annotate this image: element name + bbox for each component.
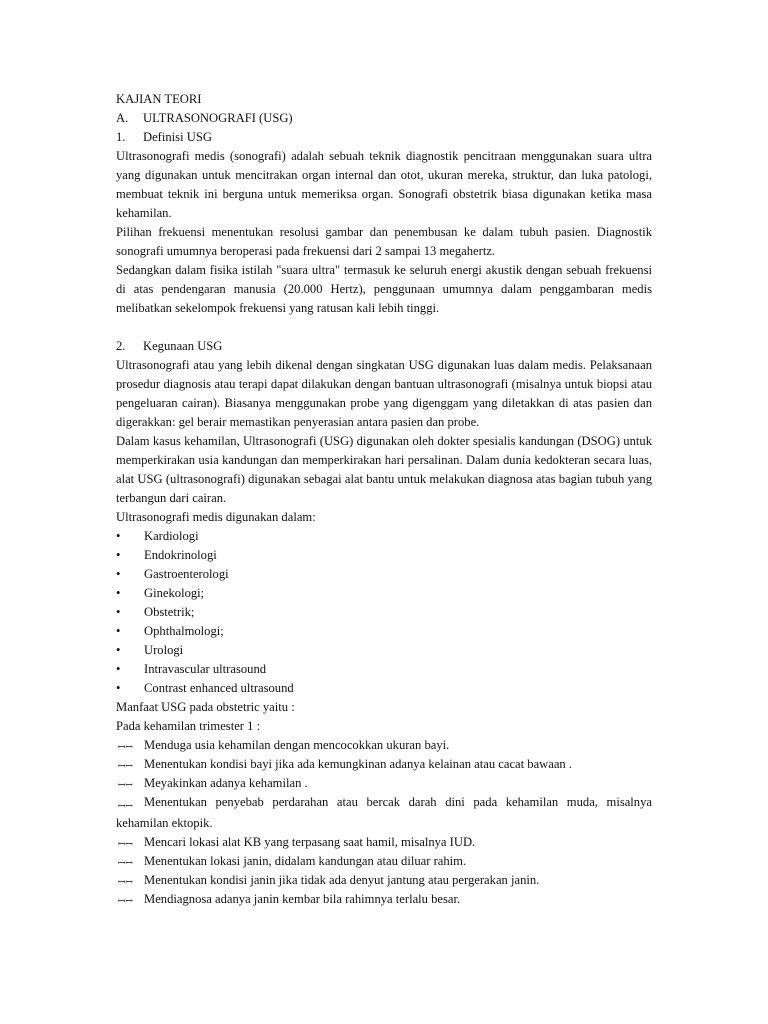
list-item: • Contrast enhanced ultrasound: [116, 679, 652, 698]
document-title: KAJIAN TEORI: [116, 92, 202, 106]
marker-icon: ꟷꟷ: [118, 878, 133, 888]
paragraph: Ultrasonografi medis (sonografi) adalah sebuah teknik diagnostik pencitraan menggunakan suara ultra yang digunakan untuk mencitrakan organ internal dan otot, ukuran mereka, struktur, dan luka patologi, membuat teknik ini berguna untuk memeriksa organ. Sonografi obstetrik biasa digunakan ketika masa kehamilan.: [116, 149, 652, 220]
list-item: • Obstetrik;: [116, 603, 652, 622]
section-a-title: ULTRASONOGRAFI (USG): [143, 111, 293, 125]
bullet-icon: •: [116, 643, 121, 657]
list-item: • Intravascular ultrasound: [116, 660, 652, 679]
trimester-intro: Pada kehamilan trimester 1 :: [116, 719, 261, 733]
subsection-2-title: Kegunaan USG: [143, 339, 223, 353]
usage-text: [116, 356, 652, 508]
bullet-icon: •: [116, 662, 121, 676]
spacer: [116, 318, 652, 337]
subsection-1-title: Definisi USG: [143, 130, 212, 144]
subsection-1-marker: 1.: [116, 130, 126, 144]
bullet-icon: •: [116, 681, 121, 695]
paragraph: Dalam kasus kehamilan, Ultrasonografi (USG) digunakan oleh dokter spesialis kandungan (DSOG) untuk memperkirakan usia kandungan dan memperkirakan hari persalinan. Dalam dunia kedokteran secara luas, alat USG (ultrasonografi) digunakan sebagai alat bantu untuk melakukan diagnosa atas bagian tubuh yang terbangun dari cairan.: [116, 434, 652, 505]
list-item: • Ophthalmologi;: [116, 622, 652, 641]
list-item: ꟷꟷ Menentukan kondisi janin jika tidak ada denyut jantung atau pergerakan janin.: [116, 871, 652, 890]
subsection-2-marker: 2.: [116, 339, 126, 353]
list-item: • Kardiologi: [116, 527, 652, 546]
marker-icon: ꟷꟷ: [118, 897, 133, 907]
list-item: ꟷꟷ Menduga usia kehamilan dengan mencocokkan ukuran bayi.: [116, 736, 652, 755]
marker-icon: ꟷꟷ: [118, 840, 133, 850]
list-item: • Urologi: [116, 641, 652, 660]
marker-icon: ꟷꟷ: [118, 762, 133, 772]
list-item: ꟷꟷ Meyakinkan adanya kehamilan .: [116, 774, 652, 793]
uses-list-intro: Ultrasonografi medis digunakan dalam:: [116, 510, 316, 524]
list-item: ꟷꟷ Mendiagnosa adanya janin kembar bila rahimnya terlalu besar.: [116, 890, 652, 909]
bullet-icon: •: [116, 529, 121, 543]
benefit-list: [116, 736, 652, 909]
paragraph: Pilihan frekuensi menentukan resolusi gambar dan penembusan ke dalam tubuh pasien. Diagnostik sonografi umumnya beroperasi pada frekuensi dari 2 sampai 13 megahertz.: [116, 225, 652, 258]
document-page: [116, 90, 652, 909]
subsection-1-heading: [116, 128, 652, 147]
list-item: • Gastroenterologi: [116, 565, 652, 584]
section-a-marker: A.: [116, 111, 129, 125]
bullet-icon: •: [116, 567, 121, 581]
list-item: • Ginekologi;: [116, 584, 652, 603]
paragraph: Ultrasonografi atau yang lebih dikenal dengan singkatan USG digunakan luas dalam medis. Pelaksanaan prosedur diagnosis atau terapi dapat dilakukan dengan bantuan ultrasonografi (misalnya untuk biopsi atau pengeluaran cairan). Biasanya menggunakan probe yang digenggam yang diletakkan di atas pasien dan digerakkan: gel berair memastikan penyerasian antara pasien dan probe.: [116, 358, 652, 429]
section-a-heading: [116, 109, 652, 128]
list-item: • Endokrinologi: [116, 546, 652, 565]
bullet-icon: •: [116, 586, 121, 600]
definition-text: [116, 147, 652, 318]
list-item: ꟷꟷ Menentukan lokasi janin, didalam kandungan atau diluar rahim.: [116, 852, 652, 871]
paragraph: Sedangkan dalam fisika istilah "suara ultra" termasuk ke seluruh energi akustik dengan sebuah frekuensi di atas pendengaran manusia (20.000 Hertz), penggunaan umumnya dalam penggambaran medis melibatkan sekelompok frekuensi yang ratusan kali lebih tinggi.: [116, 263, 652, 315]
marker-icon: ꟷꟷ: [118, 743, 133, 753]
marker-icon: ꟷꟷ: [118, 781, 133, 791]
subsection-2-heading: [116, 337, 652, 356]
benefit-intro: Manfaat USG pada obstetric yaitu :: [116, 700, 295, 714]
list-item: ꟷꟷ Mencari lokasi alat KB yang terpasang saat hamil, misalnya IUD.: [116, 833, 652, 852]
list-item: ꟷꟷ Menentukan kondisi bayi jika ada kemungkinan adanya kelainan atau cacat bawaan .: [116, 755, 652, 774]
bullet-icon: •: [116, 548, 121, 562]
uses-list: [116, 527, 652, 698]
list-item: ꟷꟷ Menentukan penyebab perdarahan atau bercak darah dini pada kehamilan muda, misalnya kehamilan ektopik.: [116, 795, 652, 830]
bullet-icon: •: [116, 605, 121, 619]
bullet-icon: •: [116, 624, 121, 638]
marker-icon: ꟷꟷ: [118, 802, 133, 812]
marker-icon: ꟷꟷ: [118, 859, 133, 869]
